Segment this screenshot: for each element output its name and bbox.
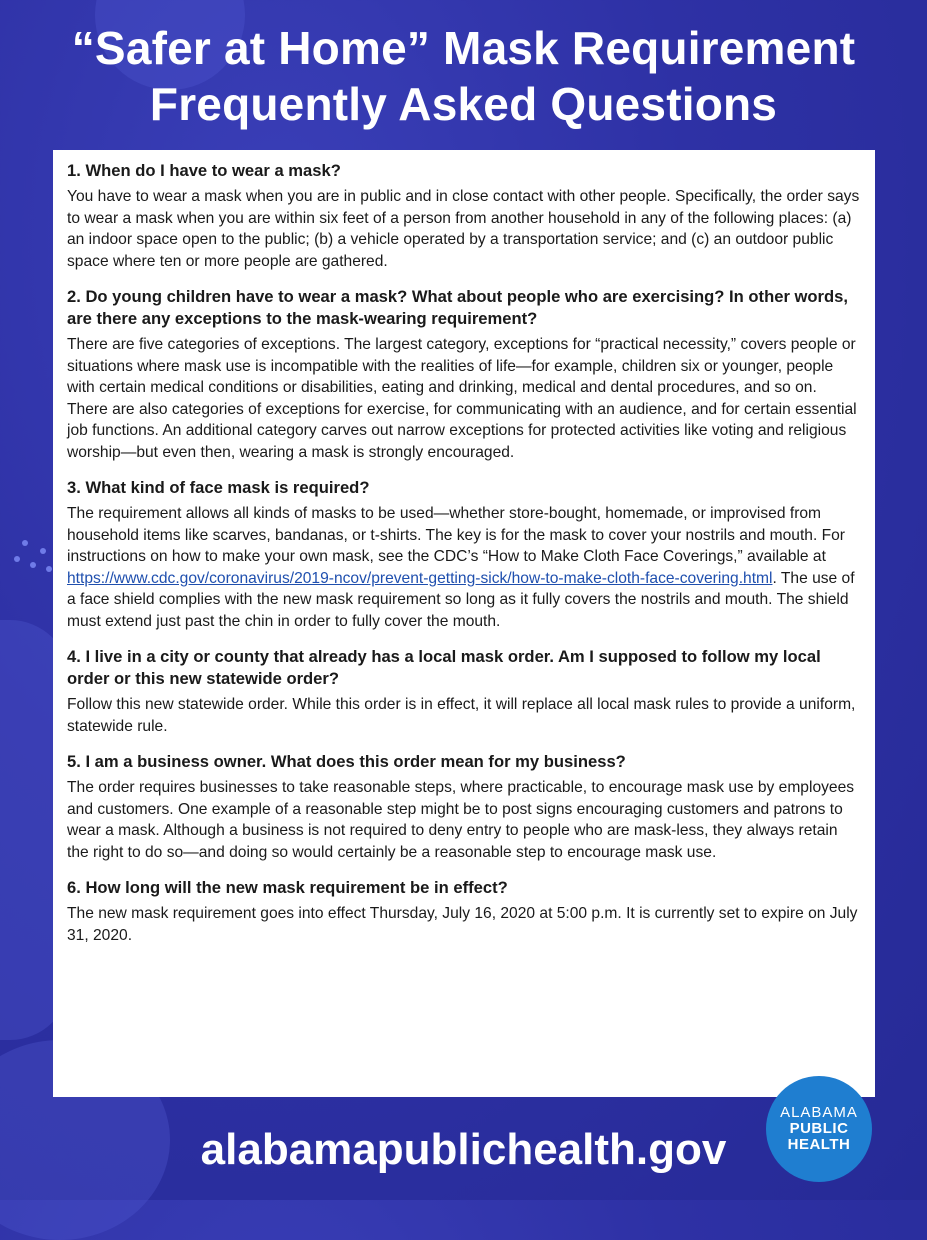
- background-dot: [14, 556, 20, 562]
- background-dot: [46, 566, 52, 572]
- page-title: [0, 20, 927, 132]
- faq-item: [67, 160, 861, 272]
- logo-line-alabama: ALABAMA: [780, 1104, 858, 1121]
- background-dot: [30, 562, 36, 568]
- faq-item: [67, 751, 861, 863]
- background-dot: [22, 540, 28, 546]
- faq-question: 3. What kind of face mask is required?: [67, 478, 370, 497]
- logo-line-public: PUBLIC: [789, 1120, 849, 1137]
- faq-question: 5. I am a business owner. What does this order mean for my business?: [67, 752, 626, 771]
- faq-item: [67, 877, 861, 946]
- faq-answer: You have to wear a mask when you are in public and in close contact with other people. Specifically, the order says to wear a mask when you are within six feet of a person from another household in any of the following places: (a) an indoor space open to the public; (b) a vehicle operated by a transportation service; and (c) an outdoor public space where ten or more people are gathered.: [67, 188, 860, 270]
- faq-answer-text: . The use of a face shield complies with the new mask requirement so long as it fully covers the nostrils and mouth. The shield must extend just past the chin in order to fully cover the mouth.: [67, 569, 855, 630]
- title-line-1: “Safer at Home” Mask Requirement: [71, 22, 856, 74]
- logo-line-health: HEALTH: [787, 1136, 851, 1153]
- faq-answer: [67, 503, 861, 632]
- alabama-public-health-logo: [766, 1076, 872, 1182]
- faq-answer: The order requires businesses to take reasonable steps, where practicable, to encourage mask use by employees and customers. One example of a reasonable step might be to post signs encouraging customers and patrons to wear a mask. Although a business is not required to deny entry to people who are mask-less, they always retain the right to do so—and doing so would certainly be a reasonable step to encourage mask use.: [67, 779, 855, 861]
- faq-answer: There are five categories of exceptions. The largest category, exceptions for “practical necessity,” covers people or situations where mask use is incompatible with the realities of life—for example, children six or younger, people with certain medical conditions or disabilities, eating and drinking, medical and dental procedures, and so on. There are also categories of exceptions for exercise, for communicating with an audience, and for certain essential job functions. An additional category carves out narrow exceptions for protected activities like voting and religious worship—but even then, wearing a mask is strongly encouraged.: [67, 336, 857, 461]
- faq-question: 2. Do young children have to wear a mask? What about people who are exercising? In other words, are there any exceptions to the mask-wearing requirement?: [67, 287, 848, 328]
- faq-item: [67, 646, 861, 737]
- faq-question: 6. How long will the new mask requirement be in effect?: [67, 878, 508, 897]
- faq-item: [67, 286, 861, 463]
- faq-answer-text: The requirement allows all kinds of masks to be used—whether store-bought, homemade, or improvised from household items like scarves, bandanas, or t-shirts. The key is for the mask to cover your nostrils and mouth. For instructions on how to make your own mask, see the CDC’s “How to Make Cloth Face Coverings,” available at: [67, 505, 846, 565]
- title-line-2: Frequently Asked Questions: [149, 78, 778, 130]
- background-dot: [40, 548, 46, 554]
- website-url[interactable]: alabamapublichealth.gov: [200, 1125, 727, 1174]
- cdc-link[interactable]: https://www.cdc.gov/coronavirus/2019-ncov/prevent-getting-sick/how-to-make-cloth-face-covering.html: [67, 569, 773, 587]
- faq-question: 1. When do I have to wear a mask?: [67, 161, 341, 180]
- faq-answer: The new mask requirement goes into effect Thursday, July 16, 2020 at 5:00 p.m. It is currently set to expire on July 31, 2020.: [67, 905, 858, 944]
- faq-card: [53, 150, 875, 1097]
- faq-answer: Follow this new statewide order. While this order is in effect, it will replace all local mask rules to provide a uniform, statewide rule.: [67, 696, 856, 735]
- faq-question: 4. I live in a city or county that already has a local mask order. Am I supposed to follow my local order or this new statewide order?: [67, 647, 821, 688]
- faq-item: [67, 477, 861, 632]
